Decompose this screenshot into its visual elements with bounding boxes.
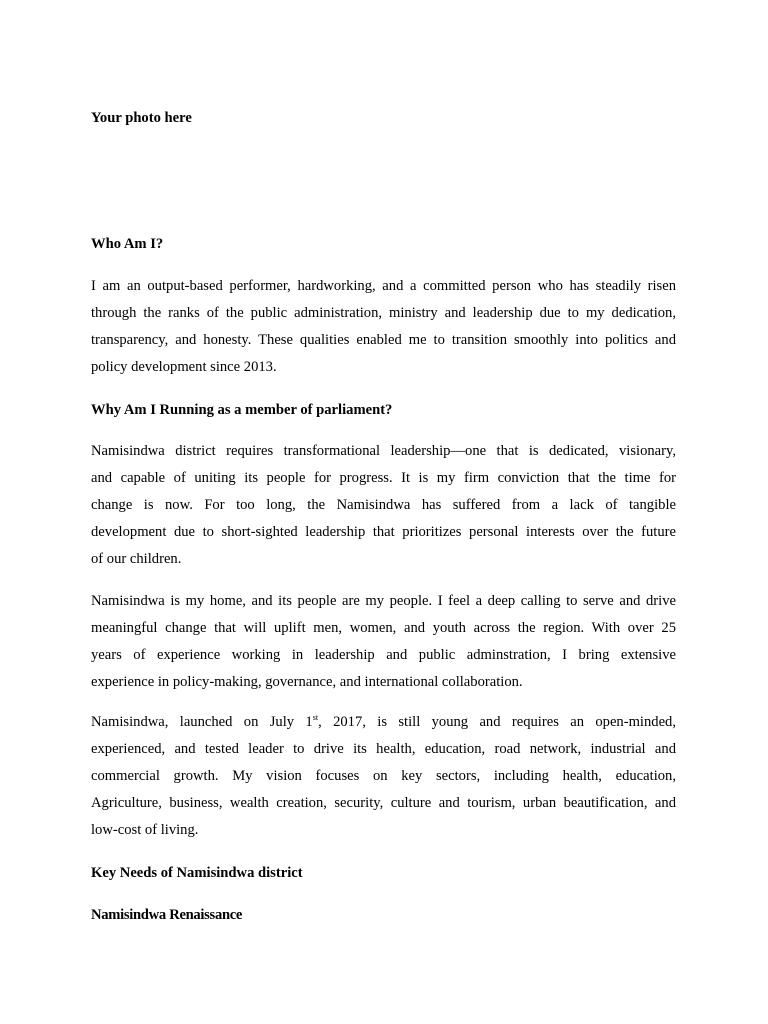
photo-placeholder-label: Your photo here [91, 110, 192, 126]
paragraph-line: Agriculture, business, wealth creation, security, culture and tourism, urban beautification, and [91, 795, 676, 811]
paragraph-line: low-cost of living. [91, 822, 199, 838]
line-text: Namisindwa, launched on July 1 [91, 714, 313, 730]
paragraph-line: of our children. [91, 551, 182, 567]
paragraph-line: I am an output-based performer, hardworking, and a committed person who has steadily risen [91, 278, 676, 294]
paragraph-line: policy development since 2013. [91, 359, 277, 375]
paragraph-line [91, 709, 676, 736]
paragraph-line: experience in policy-making, governance, and international collaboration. [91, 674, 523, 690]
paragraph-line: and capable of uniting its people for progress. It is my firm conviction that the time for [91, 470, 676, 486]
who-am-i-heading: Who Am I? [91, 236, 164, 252]
paragraph-line: change is now. For too long, the Namisindwa has suffered from a lack of tangible [91, 497, 676, 513]
key-needs-heading: Key Needs of Namisindwa district [91, 865, 303, 881]
paragraph-line: commercial growth. My vision focuses on key sectors, including health, education, [91, 768, 676, 784]
line-text: , 2017, is still young and requires an open-minded, [318, 714, 676, 730]
why-running-paragraph-2 [91, 588, 676, 696]
paragraph-line: development due to short-sighted leadership that prioritizes personal interests over the future [91, 524, 676, 540]
why-running-paragraph-3 [91, 709, 676, 844]
paragraph-line: experienced, and tested leader to drive its health, education, road network, industrial and [91, 741, 676, 757]
why-running-paragraph-1 [91, 438, 676, 573]
renaissance-heading: Namisindwa Renaissance [91, 907, 243, 923]
paragraph-line: meaningful change that will uplift men, women, and youth across the region. With over 25 [91, 620, 676, 636]
paragraph-line: transparency, and honesty. These qualities enabled me to transition smoothly into politics and [91, 332, 676, 348]
paragraph-line: years of experience working in leadership and public adminstration, I bring extensive [91, 647, 676, 663]
paragraph-line: Namisindwa district requires transformational leadership—one that is dedicated, visionary, [91, 443, 676, 459]
why-running-heading: Why Am I Running as a member of parliament? [91, 402, 393, 418]
paragraph-line: Namisindwa is my home, and its people are my people. I feel a deep calling to serve and drive [91, 593, 676, 609]
ordinal-superscript: st [312, 713, 319, 723]
who-am-i-paragraph [91, 273, 676, 381]
paragraph-line: through the ranks of the public administration, ministry and leadership due to my dedication, [91, 305, 676, 321]
